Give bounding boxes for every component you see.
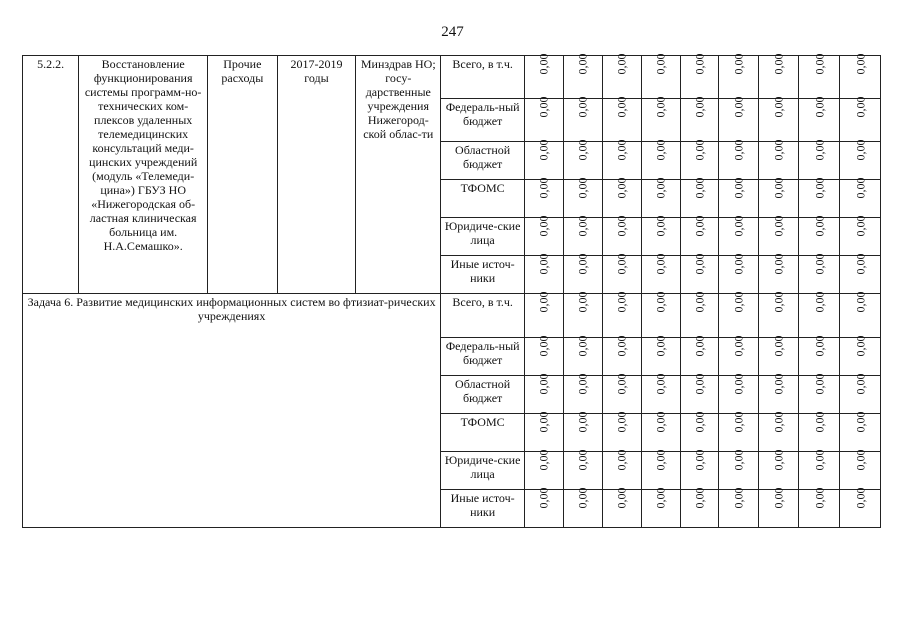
value-cell [680,215,719,256]
value-text: 0,00 [771,253,786,275]
value-text: 0,00 [812,139,827,161]
value-cell [719,411,759,452]
value-text: 0,00 [575,449,590,471]
value-text: 0,00 [653,53,668,75]
value-cell [641,373,680,414]
value-cell [799,96,840,142]
value-cell [759,139,799,180]
value-cell [641,96,680,142]
value-text: 0,00 [853,53,867,75]
value-cell [680,335,719,376]
value-text: 0,00 [653,215,668,237]
value-cell [799,411,840,452]
value-cell [719,96,759,142]
value-text: 0,00 [853,335,867,357]
value-cell [525,291,564,338]
value-cell [563,253,602,294]
value-cell [719,373,759,414]
value-text: 0,00 [653,291,668,313]
value-cell [680,177,719,218]
value-cell [680,53,719,99]
value-cell [840,177,881,218]
value-cell [680,291,719,338]
value-cell [840,449,881,490]
value-text: 0,00 [812,215,827,237]
funding-source: Всего, в т.ч. [441,56,525,99]
value-text: 0,00 [812,53,827,75]
value-text: 0,00 [731,291,746,313]
expense-type: Прочие расходы [208,56,278,294]
value-text: 0,00 [575,335,590,357]
value-text: 0,00 [575,291,590,313]
funding-source: Федераль-ный бюджет [441,99,525,142]
value-cell [602,411,641,452]
value-cell [563,291,602,338]
funding-source: Областной бюджет [441,376,525,414]
value-cell [799,335,840,376]
value-text: 0,00 [731,253,746,275]
value-cell [719,215,759,256]
value-text: 0,00 [692,291,707,313]
value-text: 0,00 [614,449,629,471]
value-text: 0,00 [812,177,827,199]
value-text: 0,00 [771,215,786,237]
funding-source: Юридиче-ские лица [441,452,525,490]
value-text: 0,00 [536,373,551,395]
value-text: 0,00 [771,291,786,313]
value-text: 0,00 [614,411,629,433]
value-text: 0,00 [536,215,551,237]
value-text: 0,00 [853,139,867,161]
value-text: 0,00 [692,215,707,237]
value-cell [719,449,759,490]
value-text: 0,00 [575,487,590,509]
value-text: 0,00 [653,177,668,199]
value-cell [840,253,881,294]
value-cell [759,253,799,294]
value-text: 0,00 [575,253,590,275]
value-text: 0,00 [853,411,867,433]
value-text: 0,00 [731,335,746,357]
value-cell [602,291,641,338]
value-text: 0,00 [692,373,707,395]
value-text: 0,00 [692,253,707,275]
value-text: 0,00 [653,373,668,395]
value-cell [641,335,680,376]
funding-source: Иные источ-ники [441,256,525,294]
value-text: 0,00 [614,53,629,75]
value-cell [759,53,799,99]
value-text: 0,00 [536,449,551,471]
value-cell [563,487,602,528]
value-text: 0,00 [692,96,707,118]
value-cell [680,139,719,180]
value-cell [563,177,602,218]
value-cell [719,253,759,294]
table-row [23,294,881,338]
value-cell [641,139,680,180]
value-cell [680,449,719,490]
value-cell [840,96,881,142]
value-cell [719,139,759,180]
value-cell [680,96,719,142]
value-cell [840,487,881,528]
value-cell [563,215,602,256]
value-text: 0,00 [771,177,786,199]
value-text: 0,00 [653,449,668,471]
value-text: 0,00 [692,335,707,357]
value-text: 0,00 [614,335,629,357]
value-cell [840,215,881,256]
value-cell [719,177,759,218]
value-cell [840,291,881,338]
value-text: 0,00 [853,96,867,118]
value-text: 0,00 [536,96,551,118]
value-cell [840,411,881,452]
value-text: 0,00 [731,139,746,161]
page-number: 247 [441,24,464,40]
value-cell [840,139,881,180]
value-cell [525,411,564,452]
value-text: 0,00 [853,487,867,509]
value-text: 0,00 [812,291,827,313]
value-text: 0,00 [536,411,551,433]
funding-source: ТФОМС [441,414,525,452]
value-text: 0,00 [771,139,786,161]
value-cell [563,449,602,490]
value-text: 0,00 [575,139,590,161]
value-text: 0,00 [771,53,786,75]
value-text: 0,00 [812,449,827,471]
value-text: 0,00 [731,177,746,199]
funding-source: ТФОМС [441,180,525,218]
value-cell [641,291,680,338]
value-cell [641,177,680,218]
value-text: 0,00 [771,373,786,395]
value-cell [799,253,840,294]
value-text: 0,00 [614,487,629,509]
funding-source: Юридиче-ские лица [441,218,525,256]
funding-source: Областной бюджет [441,142,525,180]
value-cell [641,53,680,99]
value-cell [602,373,641,414]
value-cell [602,335,641,376]
financing-table [22,55,881,528]
value-cell [602,139,641,180]
value-cell [799,53,840,99]
value-text: 0,00 [692,177,707,199]
value-text: 0,00 [575,53,590,75]
value-cell [563,411,602,452]
value-cell [799,215,840,256]
value-text: 0,00 [575,96,590,118]
value-cell [525,487,564,528]
value-cell [759,373,799,414]
value-text: 0,00 [853,215,867,237]
value-cell [602,449,641,490]
value-cell [719,335,759,376]
value-cell [759,96,799,142]
value-cell [759,487,799,528]
value-text: 0,00 [653,335,668,357]
value-cell [563,53,602,99]
value-text: 0,00 [812,411,827,433]
value-text: 0,00 [575,215,590,237]
value-text: 0,00 [853,177,867,199]
value-text: 0,00 [812,335,827,357]
value-cell [799,449,840,490]
value-text: 0,00 [653,139,668,161]
value-cell [799,487,840,528]
value-cell [525,449,564,490]
value-cell [759,215,799,256]
value-cell [525,139,564,180]
value-cell [840,335,881,376]
value-cell [680,487,719,528]
value-cell [525,177,564,218]
value-text: 0,00 [692,487,707,509]
value-text: 0,00 [731,487,746,509]
value-text: 0,00 [575,177,590,199]
value-cell [525,215,564,256]
task-title: Задача 6. Развитие медицинских информационных систем во фтизиат-рических учреждениях [23,294,441,528]
value-cell [799,291,840,338]
value-cell [759,449,799,490]
value-cell [525,96,564,142]
value-cell [563,96,602,142]
value-text: 0,00 [614,215,629,237]
value-cell [799,177,840,218]
value-text: 0,00 [731,96,746,118]
period: 2017-2019 годы [277,56,356,294]
value-cell [759,411,799,452]
value-cell [641,487,680,528]
value-cell [641,253,680,294]
value-cell [563,335,602,376]
value-cell [602,177,641,218]
value-text: 0,00 [731,215,746,237]
value-cell [602,253,641,294]
value-cell [641,215,680,256]
value-text: 0,00 [771,487,786,509]
value-text: 0,00 [653,253,668,275]
value-text: 0,00 [853,449,867,471]
value-text: 0,00 [614,253,629,275]
table-row [23,56,881,99]
value-cell [759,335,799,376]
value-text: 0,00 [653,96,668,118]
value-cell [799,373,840,414]
value-text: 0,00 [653,487,668,509]
value-cell [563,373,602,414]
executor: Минздрав НО; госу-дарственные учреждения Нижегород-ской облас-ти [356,56,441,294]
value-text: 0,00 [614,96,629,118]
value-text: 0,00 [614,373,629,395]
funding-source: Федераль-ный бюджет [441,338,525,376]
value-text: 0,00 [771,449,786,471]
value-text: 0,00 [692,53,707,75]
value-text: 0,00 [692,411,707,433]
value-cell [719,291,759,338]
value-text: 0,00 [536,487,551,509]
value-text: 0,00 [692,139,707,161]
value-cell [680,253,719,294]
value-cell [563,139,602,180]
value-text: 0,00 [536,177,551,199]
value-text: 0,00 [731,411,746,433]
value-cell [759,291,799,338]
value-text: 0,00 [536,253,551,275]
value-cell [602,53,641,99]
value-text: 0,00 [771,411,786,433]
value-text: 0,00 [536,53,551,75]
value-cell [641,411,680,452]
value-text: 0,00 [812,253,827,275]
value-text: 0,00 [853,373,867,395]
value-cell [840,373,881,414]
value-text: 0,00 [771,335,786,357]
value-text: 0,00 [536,139,551,161]
value-text: 0,00 [653,411,668,433]
value-text: 0,00 [731,53,746,75]
value-text: 0,00 [731,449,746,471]
value-text: 0,00 [812,487,827,509]
value-cell [525,373,564,414]
measure-name: Восстановление функционирования системы программ-но-технических ком-плексов удаленных телемедицинских консультаций меди-цинских учреждений (модуль «Телемеди-цина») ГБУЗ НО «Нижегородская об-ластная клиническая больница им. Н.А.Семашко». [79,56,208,294]
value-text: 0,00 [614,291,629,313]
value-text: 0,00 [771,96,786,118]
value-text: 0,00 [731,373,746,395]
value-cell [641,449,680,490]
value-cell [759,177,799,218]
value-cell [840,53,881,99]
value-text: 0,00 [812,96,827,118]
funding-source: Всего, в т.ч. [441,294,525,338]
value-text: 0,00 [812,373,827,395]
value-cell [719,53,759,99]
value-cell [525,335,564,376]
value-cell [719,487,759,528]
value-cell [525,253,564,294]
value-cell [680,411,719,452]
value-cell [602,215,641,256]
value-text: 0,00 [536,291,551,313]
value-text: 0,00 [575,373,590,395]
value-text: 0,00 [614,139,629,161]
value-text: 0,00 [614,177,629,199]
value-cell [680,373,719,414]
funding-source: Иные источ-ники [441,490,525,528]
value-text: 0,00 [853,291,867,313]
value-text: 0,00 [536,335,551,357]
value-text: 0,00 [692,449,707,471]
row-number: 5.2.2. [23,56,79,294]
value-text: 0,00 [853,253,867,275]
value-cell [799,139,840,180]
value-cell [602,96,641,142]
value-text: 0,00 [575,411,590,433]
value-cell [525,53,564,99]
value-cell [602,487,641,528]
